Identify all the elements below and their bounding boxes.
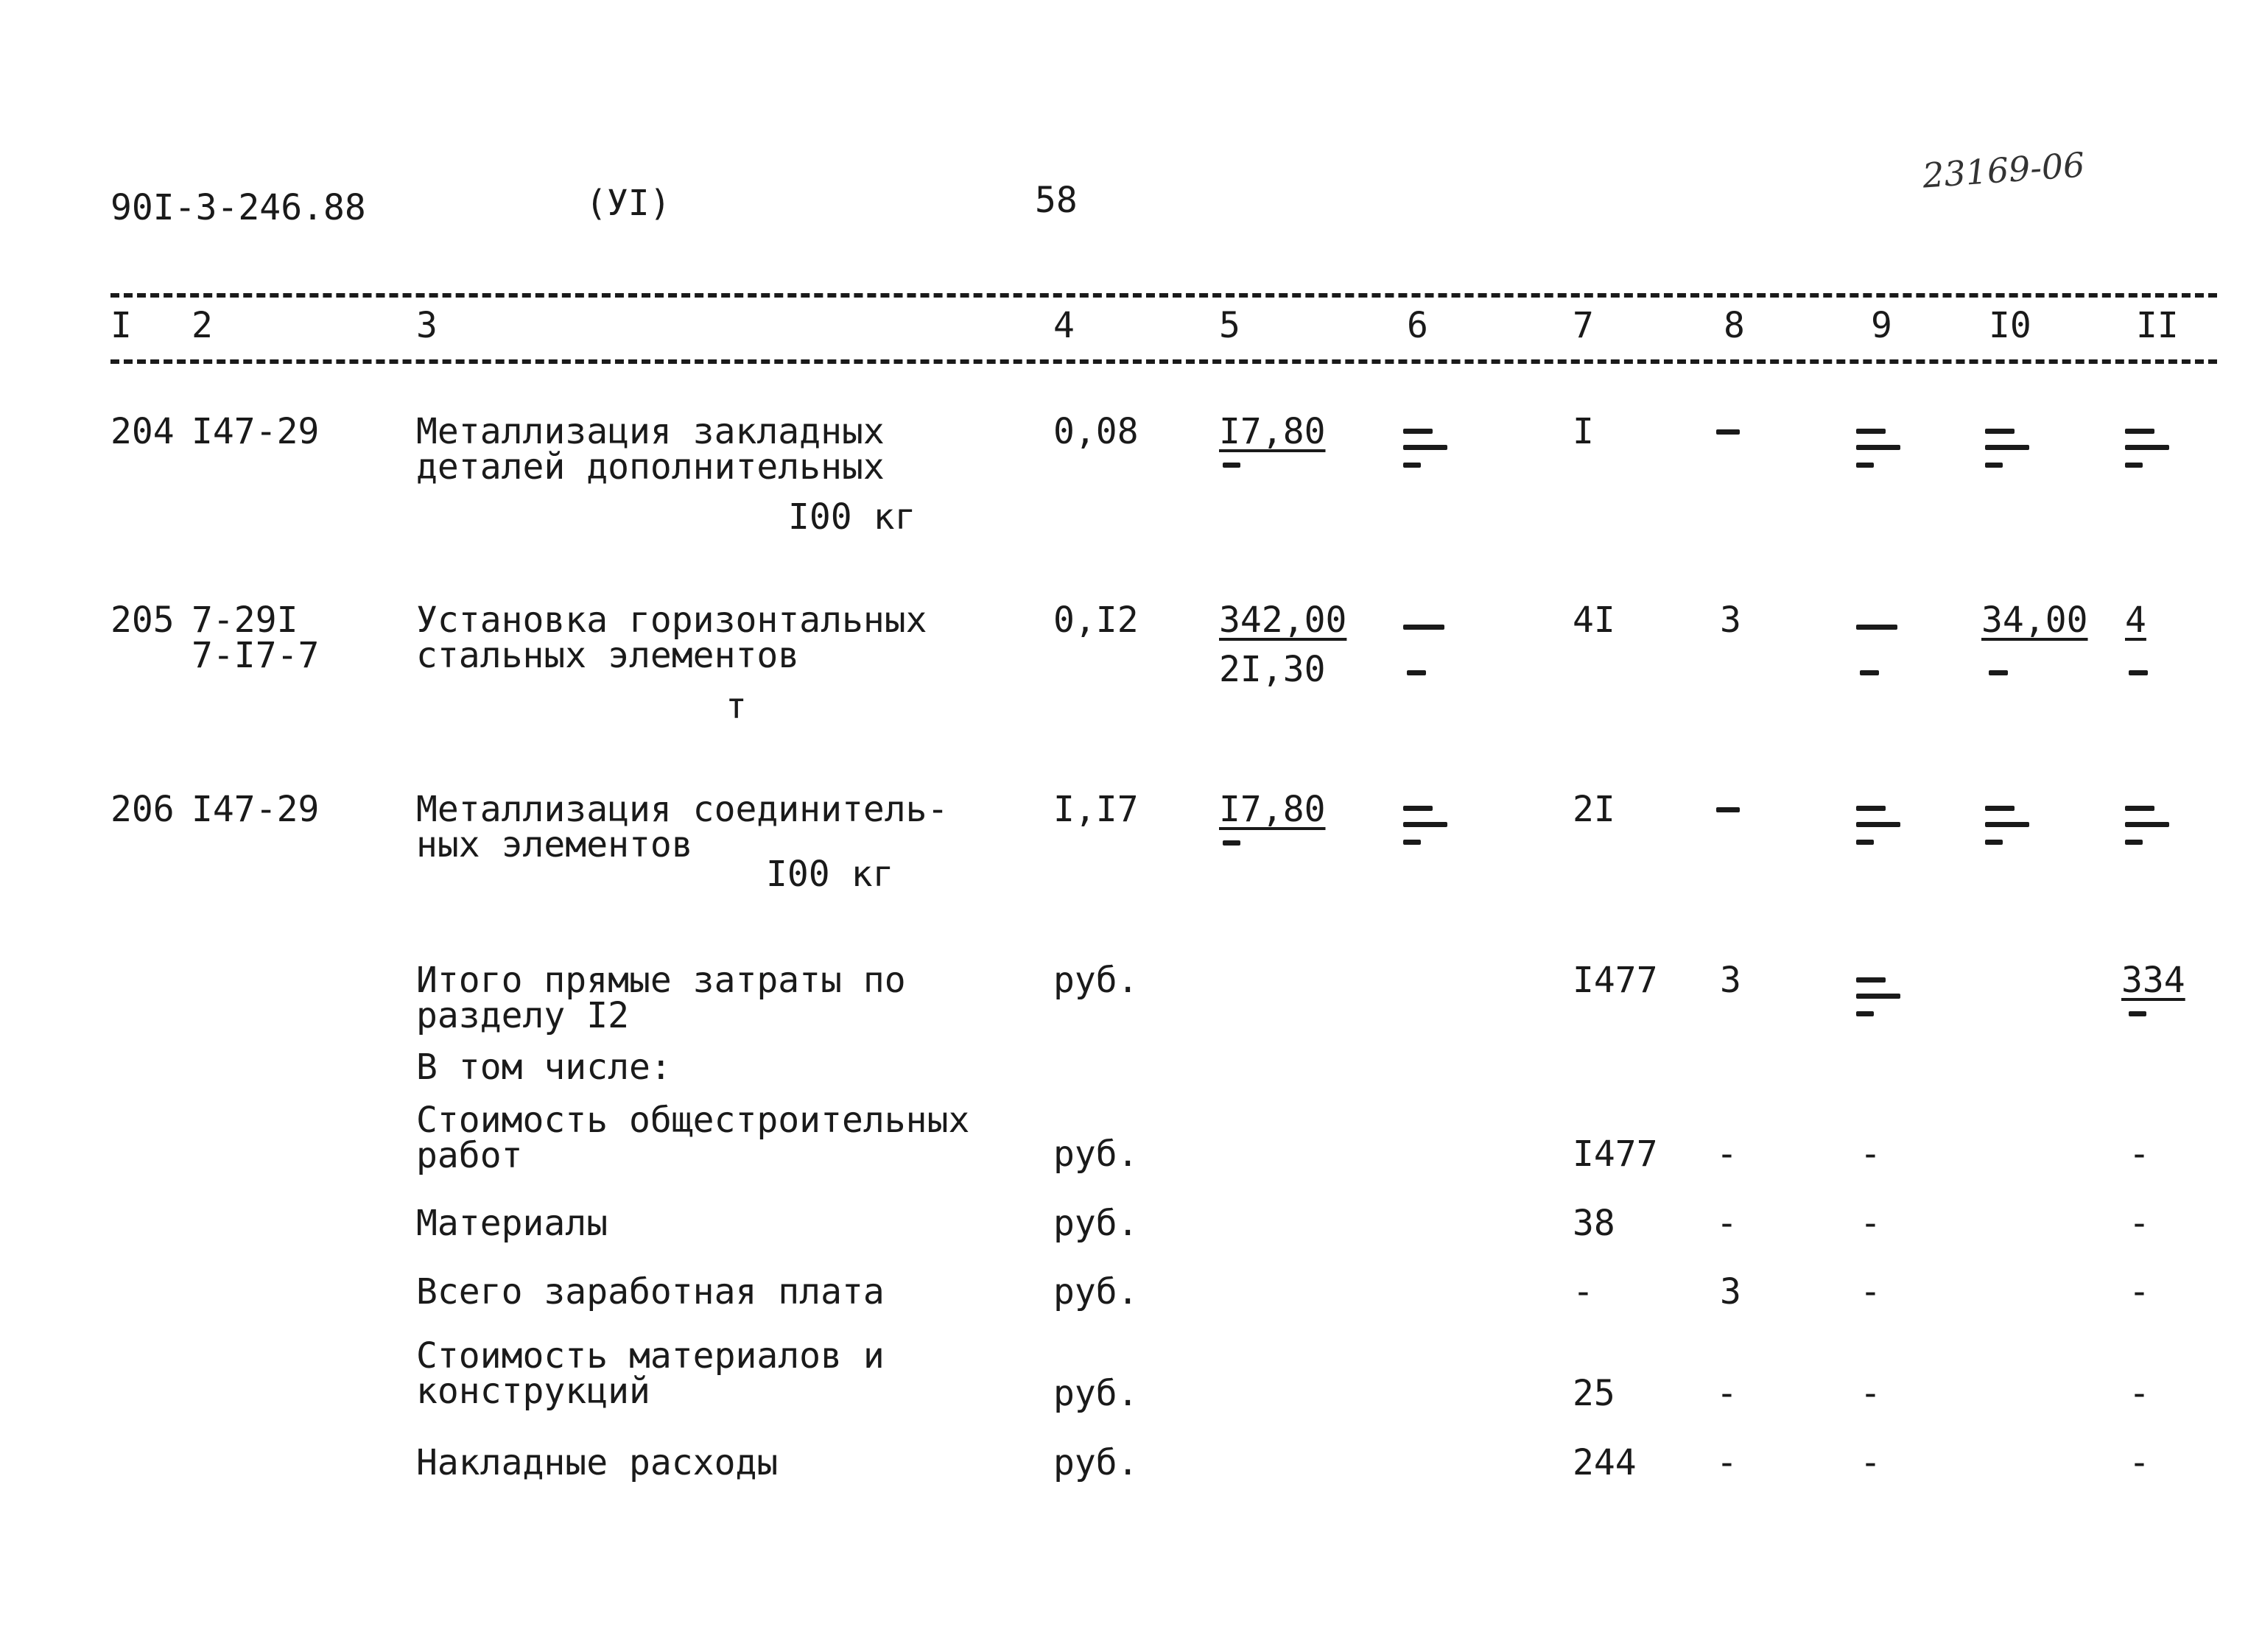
summary-line-col8: - <box>1716 1442 1738 1483</box>
col8-dash <box>1716 429 1740 435</box>
summary-line-unit: руб. <box>1053 1271 1139 1312</box>
summary-line-label <box>416 1335 885 1412</box>
col11-mark <box>2125 803 2169 850</box>
work-description <box>416 600 927 676</box>
quantity: I,I7 <box>1053 789 1139 830</box>
summary-line-col8: - <box>1716 1373 1738 1414</box>
summary-total-label <box>416 960 906 1036</box>
norm-code: I47-29 <box>192 789 320 830</box>
total-wages: 3 <box>1720 600 1741 641</box>
row-number: 205 <box>110 600 175 641</box>
col9-mark <box>1856 803 1900 850</box>
col9-top-mark <box>1856 625 1897 630</box>
summary-line-col9: - <box>1860 1133 1881 1175</box>
col-header-11: II <box>2136 305 2179 346</box>
col10-bottom-dash <box>1989 670 2008 675</box>
summary-line-col9: - <box>1860 1271 1881 1312</box>
col-header-5: 5 <box>1219 305 1240 346</box>
work-description <box>416 789 949 865</box>
header-bottom-rule <box>110 359 2217 364</box>
summary-total-unit: руб. <box>1053 960 1139 1001</box>
col11-value: 4 <box>2125 600 2146 641</box>
summary-line-label-2: конструкций <box>416 1371 650 1412</box>
col-header-4: 4 <box>1053 305 1075 346</box>
measure-unit: I00 кг <box>766 854 894 895</box>
summary-line-label-1: Стоимость общестроительных <box>416 1100 970 1141</box>
summary-line-col11: - <box>2129 1203 2150 1244</box>
col11-mark <box>2125 426 2169 473</box>
summary-line-col11: - <box>2129 1442 2150 1483</box>
work-description-line-2: деталей дополнительных <box>416 446 885 488</box>
col-header-1: I <box>110 305 132 346</box>
summary-line-label: Всего заработная плата <box>416 1271 885 1312</box>
handwritten-stamp: 23169-06 <box>1921 144 2087 196</box>
col6-mark <box>1403 426 1447 473</box>
summary-line-col9: - <box>1860 1442 1881 1483</box>
work-description-line-1: Установка горизонтальных <box>416 600 927 641</box>
col-header-3: 3 <box>416 305 438 346</box>
norm-code: I47-29 <box>192 411 320 452</box>
measure-unit: т <box>726 686 747 727</box>
document-code: 90I-3-246.88 <box>110 187 366 228</box>
summary-line-col9: - <box>1860 1203 1881 1244</box>
summary-line-label: Материалы <box>416 1203 608 1244</box>
col-header-9: 9 <box>1871 305 1892 346</box>
unit-cost: 342,00 <box>1219 600 1347 641</box>
quantity: 0,08 <box>1053 411 1139 452</box>
work-description-line-1: Металлизация закладных <box>416 411 885 452</box>
col6-mark <box>1403 803 1447 850</box>
col-header-6: 6 <box>1407 305 1428 346</box>
norm-code: 7-29I <box>192 600 298 641</box>
summary-line-col11: - <box>2129 1373 2150 1414</box>
summary-line-cost: I477 <box>1573 1133 1658 1175</box>
summary-line-col9: - <box>1860 1373 1881 1414</box>
col-header-8: 8 <box>1724 305 1745 346</box>
unit-cost: I7,80 <box>1219 411 1326 452</box>
col9-mark <box>1856 426 1900 473</box>
unit-cost-dash <box>1223 463 1240 468</box>
measure-unit: I00 кг <box>788 496 916 538</box>
summary-total-col9-mark <box>1856 974 1900 1022</box>
work-description-line-2: стальных элементов <box>416 635 800 676</box>
total-cost: I <box>1573 411 1594 452</box>
summary-line-cost: 244 <box>1573 1442 1637 1483</box>
header-top-rule <box>110 293 2217 298</box>
unit-cost-dash <box>1223 840 1240 846</box>
summary-total-cost: I477 <box>1573 960 1658 1001</box>
summary-line-col11: - <box>2129 1271 2150 1312</box>
summary-total-label-line-2: разделу I2 <box>416 995 629 1036</box>
col10-mark <box>1985 803 2029 850</box>
summary-line-label <box>416 1100 970 1176</box>
work-description <box>416 411 885 488</box>
col-header-2: 2 <box>192 305 213 346</box>
total-cost: 4I <box>1573 600 1615 641</box>
summary-line-unit: руб. <box>1053 1442 1139 1483</box>
col11-bottom-dash <box>2129 670 2148 675</box>
summary-line-cost: 38 <box>1573 1203 1615 1244</box>
summary-line-unit: руб. <box>1053 1373 1139 1414</box>
col6-top-mark <box>1403 625 1444 630</box>
col-header-10: I0 <box>1989 305 2031 346</box>
col10-mark <box>1985 426 2029 473</box>
summary-including-label: В том числе: <box>416 1047 672 1088</box>
summary-line-cost: - <box>1573 1271 1594 1312</box>
summary-line-unit: руб. <box>1053 1133 1139 1175</box>
col6-bottom-dash <box>1407 670 1426 675</box>
work-description-line-1: Металлизация соединитель- <box>416 789 949 830</box>
work-description-line-2: ных элементов <box>416 824 693 865</box>
summary-line-col8: 3 <box>1720 1271 1741 1312</box>
unit-cost-wages: 2I,30 <box>1219 649 1326 690</box>
unit-cost: I7,80 <box>1219 789 1326 830</box>
quantity: 0,I2 <box>1053 600 1139 641</box>
summary-line-label: Накладные расходы <box>416 1442 779 1483</box>
summary-total-col11: 334 <box>2121 960 2185 1001</box>
summary-line-unit: руб. <box>1053 1203 1139 1244</box>
col8-dash <box>1716 807 1740 812</box>
row-number: 206 <box>110 789 175 830</box>
summary-line-label-1: Стоимость материалов и <box>416 1335 885 1377</box>
section-number: (УI) <box>586 183 671 224</box>
summary-total-wages: 3 <box>1720 960 1741 1001</box>
norm-code-secondary: 7-I7-7 <box>192 635 320 676</box>
summary-line-col8: - <box>1716 1133 1738 1175</box>
summary-line-col8: - <box>1716 1203 1738 1244</box>
page-number: 58 <box>1035 180 1078 221</box>
summary-total-col11-dash <box>2129 1011 2146 1016</box>
col9-bottom-dash <box>1860 670 1879 675</box>
summary-line-col11: - <box>2129 1133 2150 1175</box>
summary-total-label-line-1: Итого прямые затраты по <box>416 960 906 1001</box>
summary-line-label-2: работ <box>416 1135 523 1176</box>
col-header-7: 7 <box>1573 305 1594 346</box>
row-number: 204 <box>110 411 175 452</box>
total-cost: 2I <box>1573 789 1615 830</box>
summary-line-cost: 25 <box>1573 1373 1615 1414</box>
col10-value: 34,00 <box>1981 600 2088 641</box>
